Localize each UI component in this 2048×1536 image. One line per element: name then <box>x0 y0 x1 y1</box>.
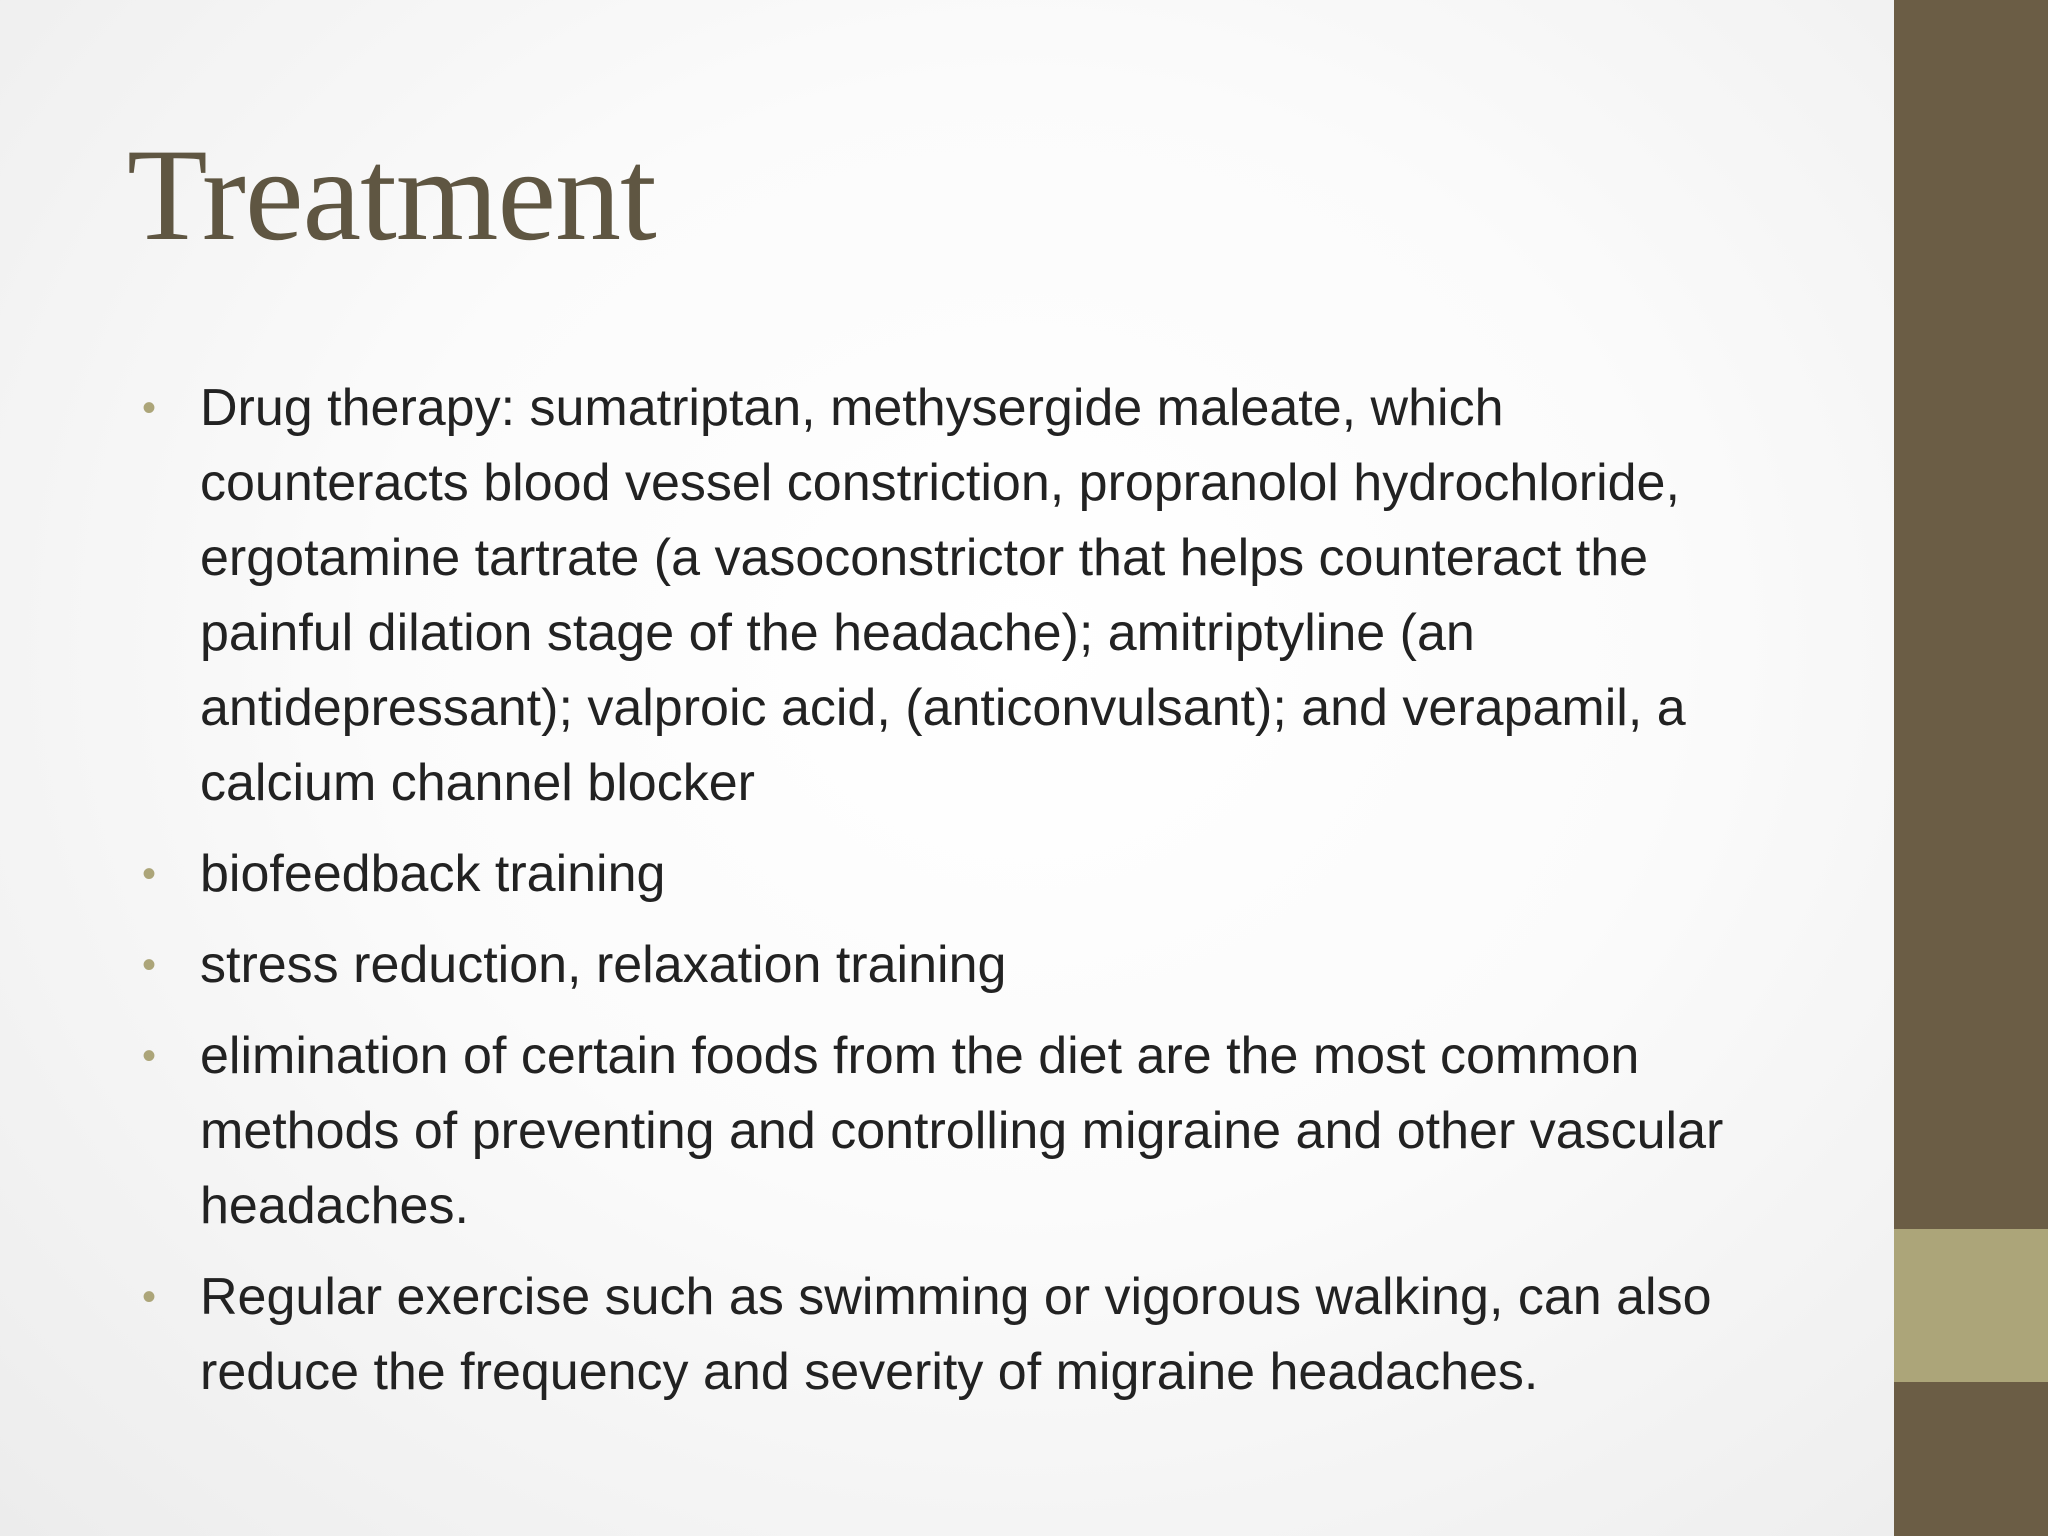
bullet-line: Drug therapy: sumatriptan, methysergide maleate, which <box>200 379 1504 437</box>
bullet-line: elimination of certain foods from the diet are the most common <box>200 1027 1640 1085</box>
bullet-line: painful dilation stage of the headache); amitriptyline (an <box>200 604 1475 662</box>
bullet-item-stress-reduction <box>142 928 1894 1003</box>
bullet-item-biofeedback <box>142 837 1894 912</box>
bullet-icon: • <box>142 386 157 430</box>
bullet-line: reduce the frequency and severity of migraine headaches. <box>200 1343 1539 1401</box>
bullet-line: antidepressant); valproic acid, (anticonvulsant); and verapamil, a <box>200 679 1686 737</box>
bullet-icon: • <box>142 1275 157 1319</box>
bullet-list <box>142 371 1894 1426</box>
bullet-line: counteracts blood vessel constriction, propranolol hydrochloride, <box>200 454 1680 512</box>
bullet-line: methods of preventing and controlling migraine and other vascular <box>200 1102 1724 1160</box>
side-accent-decoration <box>1894 1229 2048 1382</box>
bullet-item-drug-therapy <box>142 371 1894 821</box>
bullet-line: headaches. <box>200 1177 469 1235</box>
bullet-line: calcium channel blocker <box>200 754 755 812</box>
bullet-icon: • <box>142 852 157 896</box>
bullet-icon: • <box>142 1034 157 1078</box>
bullet-line: biofeedback training <box>200 845 666 903</box>
bullet-line: stress reduction, relaxation training <box>200 936 1007 994</box>
bullet-item-diet-elimination <box>142 1019 1894 1244</box>
slide-title: Treatment <box>127 121 656 268</box>
bullet-item-regular-exercise <box>142 1260 1894 1410</box>
bullet-icon: • <box>142 943 157 987</box>
bullet-line: Regular exercise such as swimming or vigorous walking, can also <box>200 1268 1712 1326</box>
bullet-line: ergotamine tartrate (a vasoconstrictor that helps counteract the <box>200 529 1649 587</box>
